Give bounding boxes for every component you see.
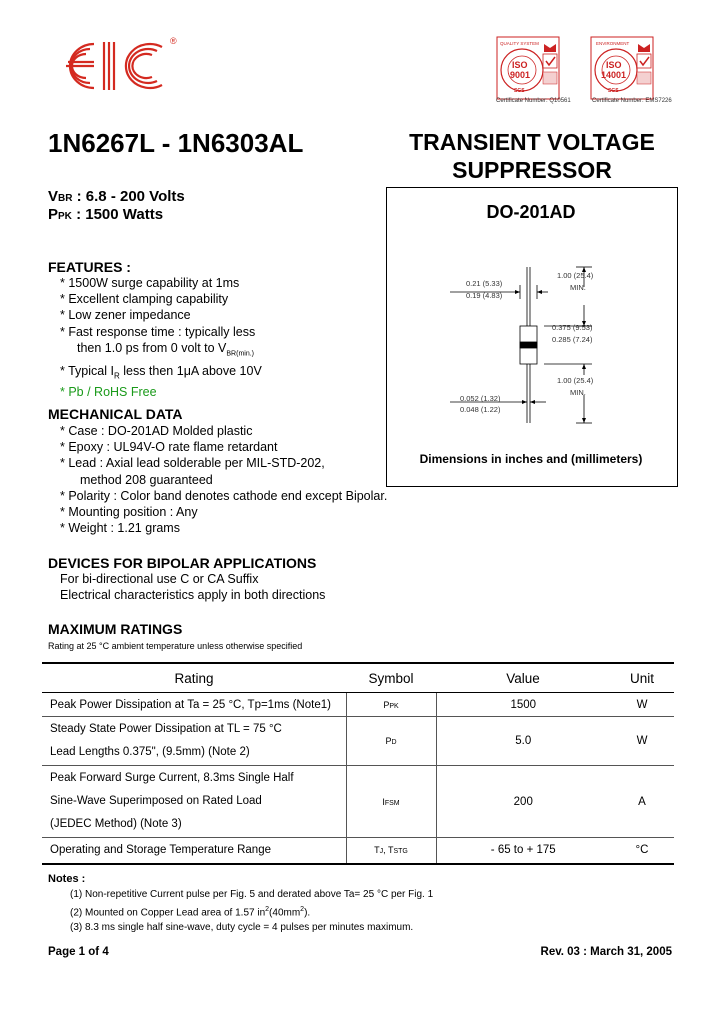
symbol-cell [346,838,436,864]
note-item: (3) 8.3 ms single half sine-wave, duty cycle = 4 pulses per minutes maximum. [70,922,414,934]
feature-item: * Fast response time : typically less [60,324,256,339]
spec-ppk [48,206,163,223]
dim-body-dia-max: 0.21 (5.33) [466,279,503,288]
note-item [48,902,433,920]
iso9001-ring-text: QUALITY SYSTEM [500,41,539,46]
ppk-symbol: P [48,206,59,223]
device-type-title [384,128,680,184]
ppk-value: : 1500 Watts [71,206,164,223]
unit-cell: A [610,766,674,838]
feature-item: * Excellent clamping capability [60,292,229,307]
part-number-title: 1N6267L - 1N6303AL [48,128,304,158]
bipolar-line: For bi-directional use C or CA Suffix [60,572,259,586]
note-text: (2) Mounted on Copper Lead area of 1.57 in [70,907,266,919]
rating-line: Lead Lengths 0.375", (9.5mm) (Note 2) [50,746,250,758]
features-list [60,275,262,400]
dim-lead-top-length: 1.00 (25.4) [557,271,594,280]
symbol-sub: FSM [384,799,400,807]
package-caption: Dimensions in inches and (millimeters) [419,452,643,466]
mechanical-item-continued: method 208 guaranteed [80,472,213,487]
mechanical-item: * Lead : Axial lead solderable per MIL-STD-202, [60,456,325,471]
superscript: 2 [265,906,270,913]
iso-9001-seal [496,36,560,100]
symbol-sub: D [391,739,397,746]
mechanical-item: * Weight : 1.21 grams [60,521,180,536]
dim-lead-dia-max: 0.052 (1.32) [460,394,501,403]
rating-line: Peak Forward Surge Current, 8.3ms Single Half [50,772,294,784]
value-cell: 200 [436,766,610,838]
rating-line: Steady State Power Dissipation at TL = 75 °C [50,723,282,735]
symbol-sep: , T [383,845,394,856]
iso14001-number: 14001 [601,70,627,80]
symbol-main: T [374,845,380,856]
cert-number-14001: Certificate Number: EMS7226 [592,98,672,104]
symbol-cell [346,693,436,717]
bipolar-heading: DEVICES FOR BIPOLAR APPLICATIONS [48,555,317,571]
ratings-subnote: Rating at 25 °C ambient temperature unless otherwise specified [48,641,303,651]
rating-line: Sine-Wave Superimposed on Rated Load [50,795,262,807]
iso9001-label: ISO [512,60,528,70]
superscript: 2 [300,906,305,913]
rating-cell: Operating and Storage Temperature Range [42,838,346,864]
mechanical-list [60,423,387,536]
table-row [42,693,674,717]
table-header-row [42,663,674,693]
dim-lead-bot-length: 1.00 (25.4) [557,376,594,385]
symbol-main: P [385,736,392,746]
value-cell: 1500 [436,693,610,717]
table-row [42,717,674,766]
feature-item: * Low zener impedance [60,308,191,323]
symbol-main: P [383,699,390,710]
rating-cell [42,717,346,766]
iso14001-label: ISO [606,60,622,70]
notes-heading: Notes : [48,873,86,885]
iso9001-number: 9001 [510,70,531,80]
vbr-value: : 6.8 - 200 Volts [72,188,185,205]
symbol-sub: J [379,848,384,856]
unit-cell: W [610,693,674,717]
mechanical-item: * Epoxy : UL94V-O rate flame retardant [60,440,278,455]
symbol-sub: PK [389,702,399,710]
rating-line: (JEDEC Method) (Note 3) [50,818,182,830]
symbol-cell [346,766,436,838]
col-unit: Unit [610,663,674,693]
rating-cell: Peak Power Dissipation at Ta = 25 °C, Tp=1ms (Note1) [42,693,346,717]
feature-item-continued [60,340,262,363]
dim-lead-top-min: MIN. [570,283,586,292]
mechanical-item: * Case : DO-201AD Molded plastic [60,424,253,438]
registered-mark: ® [170,36,177,46]
symbol-main: I [382,796,385,807]
bipolar-text [60,571,325,603]
revision-date: Rev. 03 : March 31, 2005 [540,946,672,958]
symbol-cell [346,717,436,766]
logo-text [52,30,53,31]
feature-item [60,363,262,385]
feature-item: * 1500W surge capability at 1ms [60,276,240,290]
package-title: DO-201AD [486,202,576,222]
note-text: (40mm [269,907,301,919]
spec-vbr [48,188,185,205]
feature-text: less then 1 [119,363,184,378]
dim-lead-bot-min: MIN. [570,388,586,397]
mechanical-heading: MECHANICAL DATA [48,406,183,422]
feature-item-rohs: * Pb / RoHS Free [60,385,157,400]
value-cell: 5.0 [436,717,610,766]
ratings-heading: MAXIMUM RATINGS [48,621,183,637]
value-cell: - 65 to + 175 [436,838,610,864]
note-text: ). [304,907,311,919]
eic-logo [52,30,182,100]
dim-body-dia-min: 0.19 (4.83) [466,291,503,300]
notes-block [48,872,433,935]
vbr-subscript: BR [58,193,73,204]
device-type-line1: TRANSIENT VOLTAGE [409,129,655,155]
col-value: Value [436,663,610,693]
page-number: Page 1 of 4 [48,946,109,958]
ir-subscript: R [113,371,120,381]
dim-body-len-max: 0.375 (9.53) [552,323,593,332]
device-type-line2: SUPPRESSOR [452,157,612,183]
dim-body-len-min: 0.285 (7.24) [552,335,593,344]
feature-text: then 1.0 ps from 0 volt to V [77,340,227,355]
bipolar-line: Electrical characteristics apply in both directions [60,588,326,603]
cert-number-9001: Certificate Number: Q10561 [496,98,571,104]
ratings-table [42,662,674,865]
feature-text: A above 10V [190,363,262,378]
table-row [42,766,674,838]
note-item: (1) Non-repetitive Current pulse per Fig. 5 and derated above Ta= 25 °C per Fig. 1 [70,889,434,900]
unit-cell: °C [610,838,674,864]
iso14001-ring-text: ENVIRONMENT [596,41,630,46]
mechanical-item: * Mounting position : Any [60,505,198,520]
package-drawing [386,187,676,485]
micro-symbol: μ [183,363,191,378]
feature-text: * Typical I [60,363,114,378]
unit-cell: W [610,717,674,766]
symbol-sub: STG [393,848,408,856]
dim-lead-dia-min: 0.048 (1.22) [460,405,501,414]
table-row [42,838,674,864]
vbr-symbol: V [48,188,59,205]
iso9001-badge: SGS [514,88,525,94]
iso14001-badge: SGS [608,88,619,94]
col-rating: Rating [42,663,346,693]
iso-14001-seal [590,36,654,100]
features-heading: FEATURES : [48,259,131,275]
mechanical-item: * Polarity : Color band denotes cathode end except Bipolar. [60,488,388,503]
rating-cell [42,766,346,838]
col-symbol: Symbol [346,663,436,693]
vbr-min-subscript: BR(min.) [226,350,255,358]
ppk-subscript: PK [58,211,72,222]
